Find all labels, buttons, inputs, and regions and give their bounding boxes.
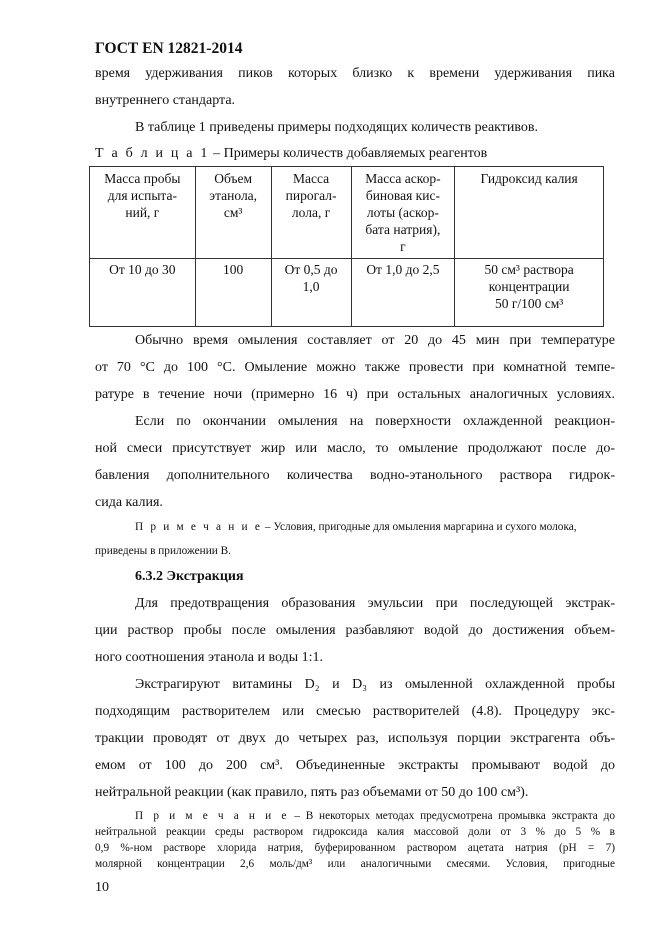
note-label: П р и м е ч а н и е [135, 521, 263, 533]
note-text: – В некоторых методах предусмотрена промывка экстракта до [288, 810, 615, 822]
paragraph-line: Экстрагируют витамины D₂ и D₃ из омыленной охлажденной пробы [135, 677, 615, 692]
col-header-ethanol-volume: Объем этанола, см³ [195, 167, 271, 259]
standard-header: ГОСТ EN 12821-2014 [95, 40, 243, 57]
note-text: – Условия, пригодные для омыления маргарина и сухого молока, [262, 521, 577, 533]
note-line: нейтральной реакции среды раствором гидроксида калия массовой доли от 3 % до 5 % в [95, 826, 615, 838]
paragraph-line: ции раствор пробы после омыления разбавляют водой до достижения объем- [95, 623, 615, 638]
paragraph-line: ного соотношения этанола и воды 1:1. [95, 650, 323, 665]
table-caption-label: Т а б л и ц а 1 [95, 146, 210, 161]
paragraph-line: Обычно время омыления составляет от 20 до 45 мин при температуре [135, 333, 615, 348]
note-line: приведены в приложении В. [95, 545, 231, 557]
col-header-ascorbic-mass: Масса аскор- биновая кис- лоты (аскор- бата натрия), г [351, 167, 455, 259]
col-header-pyrogallol-mass: Масса пирогал- лола, г [271, 167, 351, 259]
table-caption [95, 145, 487, 162]
paragraph-line: ратуре в течение ночи (примерно 16 ч) при остальных аналогичных условиях. [95, 387, 615, 402]
note-line [135, 520, 577, 534]
note-label: П р и м е ч а н и е [135, 810, 289, 822]
paragraph-line: ной смеси присутствует жир или масло, то омыление продолжают после до- [95, 441, 615, 456]
paragraph-line: Для предотвращения образования эмульсии при последующей экстрак- [135, 596, 615, 611]
col-header-potassium-hydroxide: Гидроксид калия [455, 167, 604, 259]
note-line: 0,9 %-ном растворе хлорида натрия, буферированном раствором ацетата натрия (рН = 7) [95, 842, 615, 854]
table-cell: 100 [195, 259, 271, 327]
paragraph-line: нейтральной реакции (как правило, пять раз объемами от 50 до 100 см³). [95, 785, 529, 800]
reagents-table [89, 166, 604, 327]
note-line: молярной концентрации 2,6 моль/дм³ или аналогичными смесями. Условия, пригодные [95, 858, 615, 870]
page-number: 10 [95, 880, 109, 895]
note-line [135, 809, 615, 823]
paragraph-line: емом от 100 до 200 см³. Объединенные экстракты промывают водой до [95, 758, 615, 773]
table-cell: От 1,0 до 2,5 [351, 259, 455, 327]
table-cell: От 0,5 до 1,0 [271, 259, 351, 327]
paragraph-line: бавления дополнительного количества водно-этанольного раствора гидрок- [95, 468, 615, 483]
section-title: 6.3.2 Экстракция [135, 569, 244, 584]
col-header-sample-mass: Масса пробы для испыта- ний, г [90, 167, 196, 259]
paragraph-line: сида калия. [95, 495, 163, 510]
table-row [90, 259, 604, 327]
intro-line: внутреннего стандарта. [95, 93, 236, 108]
table-cell: 50 см³ раствора концентрации 50 г/100 см³ [455, 259, 604, 327]
paragraph-line: Если по окончании омыления на поверхности охлажденной реакцион- [135, 414, 615, 429]
paragraph-line: тракции проводят от двух до четырех раз, используя порции экстрагента объ- [95, 731, 615, 746]
intro-line: время удерживания пиков которых близко к времени удерживания пика [95, 66, 615, 81]
table-caption-text: – Примеры количеств добавляемых реагентов [209, 146, 488, 161]
paragraph-line: подходящим растворителем или смесью растворителей (4.8). Процедуру экс- [95, 704, 615, 719]
table-header-row [90, 167, 604, 259]
paragraph-line: от 70 °С до 100 °С. Омыление можно также провести при комнатной темпе- [95, 360, 615, 375]
table-reference-text: В таблице 1 приведены примеры подходящих количеств реактивов. [135, 120, 539, 135]
table-cell: От 10 до 30 [90, 259, 196, 327]
